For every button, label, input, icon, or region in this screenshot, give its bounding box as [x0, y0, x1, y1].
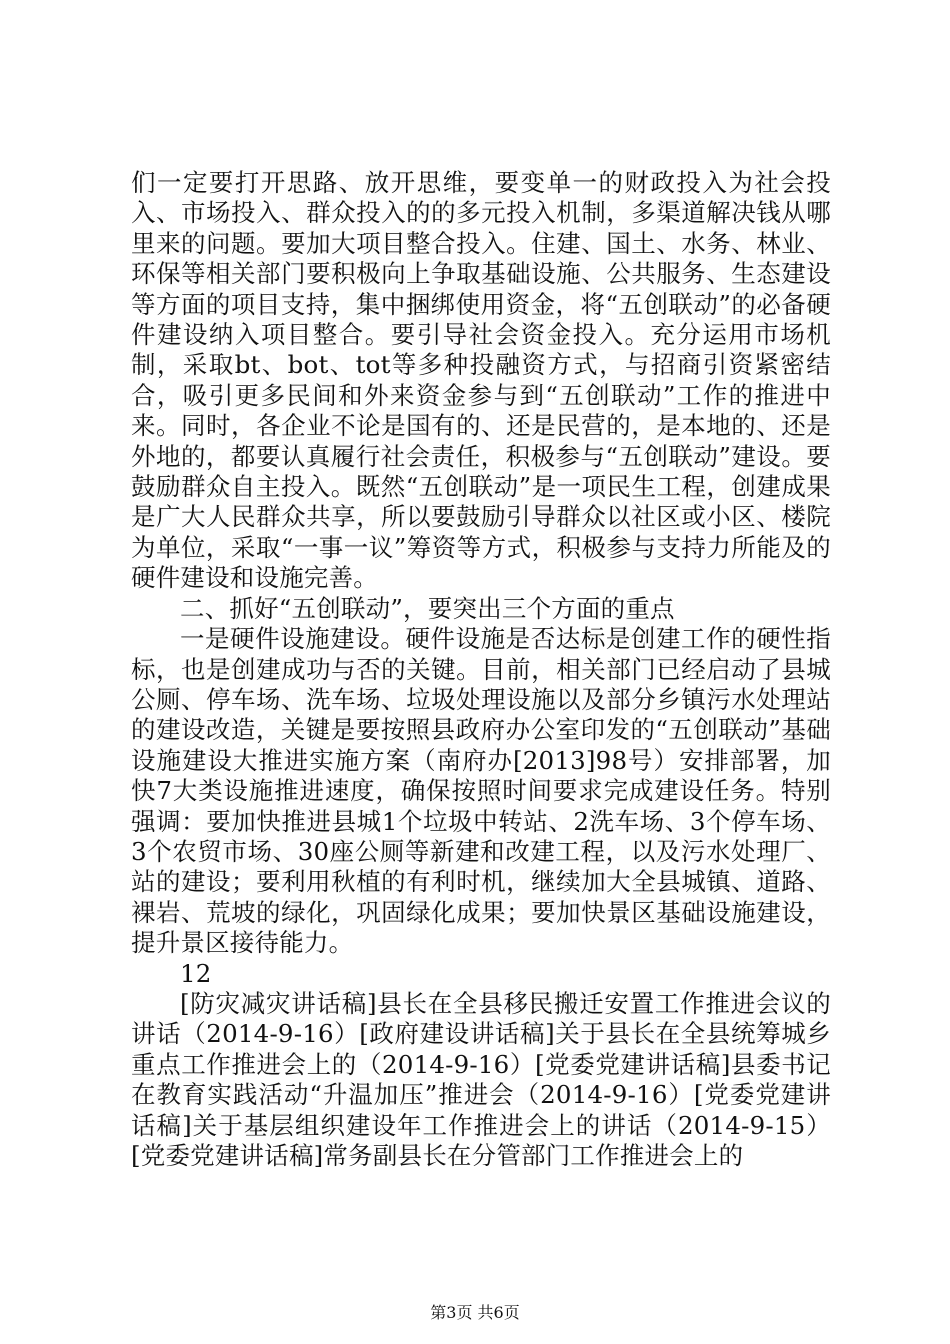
paragraph-hardware-facilities: 一是硬件设施建设。硬件设施是否达标是创建工作的硬性指标，也是创建成功与否的关键。目前，相关部门已经启动了县城公厕、停车场、洗车场、垃圾处理设施以及部分乡镇污水处理站的建设改造，关键是要按照县政府办公室印发的“五创联动”基础设施建设大推进实施方案（南府办[2013]98号）安排部署，加快7大类设施推进速度，确保按照时间要求完成建设任务。特别强调：要加快推进县城1个垃圾中转站、2洗车场、3个停车场、3个农贸市场、30座公厕等新建和改建工程，以及污水处理厂、站的建设；要利用秋植的有利时机，继续加大全县城镇、道路、裸岩、荒坡的绿化，巩固绿化成果；要加快景区基础设施建设，提升景区接待能力。 [131, 624, 831, 958]
section-heading-2: 二、抓好“五创联动”，要突出三个方面的重点 [180, 593, 675, 623]
page-footer [0, 1303, 950, 1323]
paragraph-1: 们一定要打开思路、放开思维，要变单一的财政投入为社会投入、市场投入、群众投入的的多元投入机制，多渠道解决钱从哪里来的问题。要加大项目整合投入。住建、国土、水务、林业、环保等相关部门要积极向上争取基础设施、公共服务、生态建设等方面的项目支持，集中捆绑使用资金，将“五创联动”的必备硬件建设纳入项目整合。要引导社会资金投入。充分运用市场机制，采取bt、bot、tot等多种投融资方式，与招商引资紧密结合，吸引更多民间和外来资金参与到“五创联动”工作的推进中来。同时，各企业不论是国有的、还是民营的，是本地的、还是外地的，都要认真履行社会责任，积极参与“五创联动”建设。要鼓励群众自主投入。既然“五创联动”是一项民生工程，创建成果是广大人民群众共享，所以要鼓励引导群众以社区或小区、楼院为单位，采取“一事一议”筹资等方式，积极参与支持力所能及的硬件建设和设施完善。 [131, 168, 831, 593]
inline-number: 12 [180, 958, 212, 988]
related-articles-paragraph: [防灾减灾讲话稿]县长在全县移民搬迁安置工作推进会议的讲话（2014-9-16）[政府建设讲话稿]关于县长在全县统筹城乡重点工作推进会上的（2014-9-16）[党委党建讲话稿]县委书记在教育实践活动“升温加压”推进会（2014-9-16）[党委党建讲话稿]关于基层组织建设年工作推进会上的讲话（2014-9-15）[党委党建讲话稿]常务副县长在分管部门工作推进会上的 [131, 988, 831, 1170]
document-body [131, 168, 831, 1171]
page-number-label: 第3页 共6页 [430, 1303, 520, 1322]
